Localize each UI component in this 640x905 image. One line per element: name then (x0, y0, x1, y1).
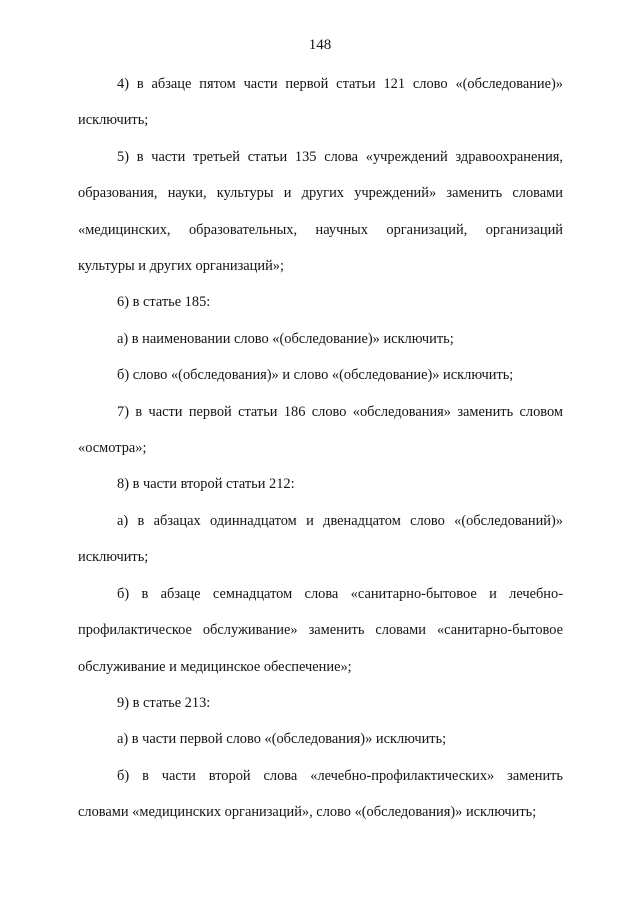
paragraph-line: исключить; (78, 549, 149, 566)
paragraph (78, 576, 563, 685)
paragraph-line: культуры и других организаций»; (78, 258, 284, 275)
paragraph (78, 685, 563, 721)
paragraph-line: а) в части первой слово «(обследования)» исключить; (117, 731, 447, 748)
paragraph-line: обслуживание и медицинское обеспечение»; (78, 658, 352, 675)
paragraph (78, 721, 563, 757)
paragraph (78, 139, 563, 285)
paragraph-line: а) в абзацах одиннадцатом и двенадцатом слово «(обследований)» (117, 512, 563, 529)
paragraph-line: б) в абзаце семнадцатом слова «санитарно-бытовое и лечебно- (117, 585, 563, 602)
paragraph (78, 321, 563, 357)
paragraph (78, 66, 563, 139)
paragraph (78, 284, 563, 320)
paragraph (78, 503, 563, 576)
document-body (78, 66, 563, 831)
paragraph-line: а) в наименовании слово «(обследование)» исключить; (117, 330, 454, 347)
paragraph (78, 466, 563, 502)
paragraph (78, 758, 563, 831)
paragraph-line: «медицинских, образовательных, научных организаций, организаций (78, 221, 563, 238)
page-number: 148 (308, 37, 332, 53)
paragraph-line: исключить; (78, 112, 149, 129)
paragraph-line: 6) в статье 185: (117, 294, 211, 311)
paragraph (78, 357, 563, 393)
paragraph-line: «осмотра»; (78, 440, 147, 457)
paragraph-line: 8) в части второй статьи 212: (117, 476, 295, 493)
paragraph-line: б) в части второй слова «лечебно-профилактических» заменить (117, 767, 563, 784)
paragraph-line: словами «медицинских организаций», слово «(обследования)» исключить; (78, 804, 537, 821)
paragraph-line: 9) в статье 213: (117, 694, 211, 711)
paragraph (78, 394, 563, 467)
paragraph-line: 7) в части первой статьи 186 слово «обследования» заменить словом (117, 403, 563, 420)
paragraph-line: профилактическое обслуживание» заменить словами «санитарно-бытовое (78, 622, 563, 639)
paragraph-line: 5) в части третьей статьи 135 слова «учреждений здравоохранения, (117, 148, 563, 165)
paragraph-line: образования, науки, культуры и других учреждений» заменить словами (78, 185, 563, 202)
paragraph-line: 4) в абзаце пятом части первой статьи 121 слово «(обследование)» (117, 76, 563, 92)
paragraph-line: б) слово «(обследования)» и слово «(обследование)» исключить; (117, 367, 514, 384)
